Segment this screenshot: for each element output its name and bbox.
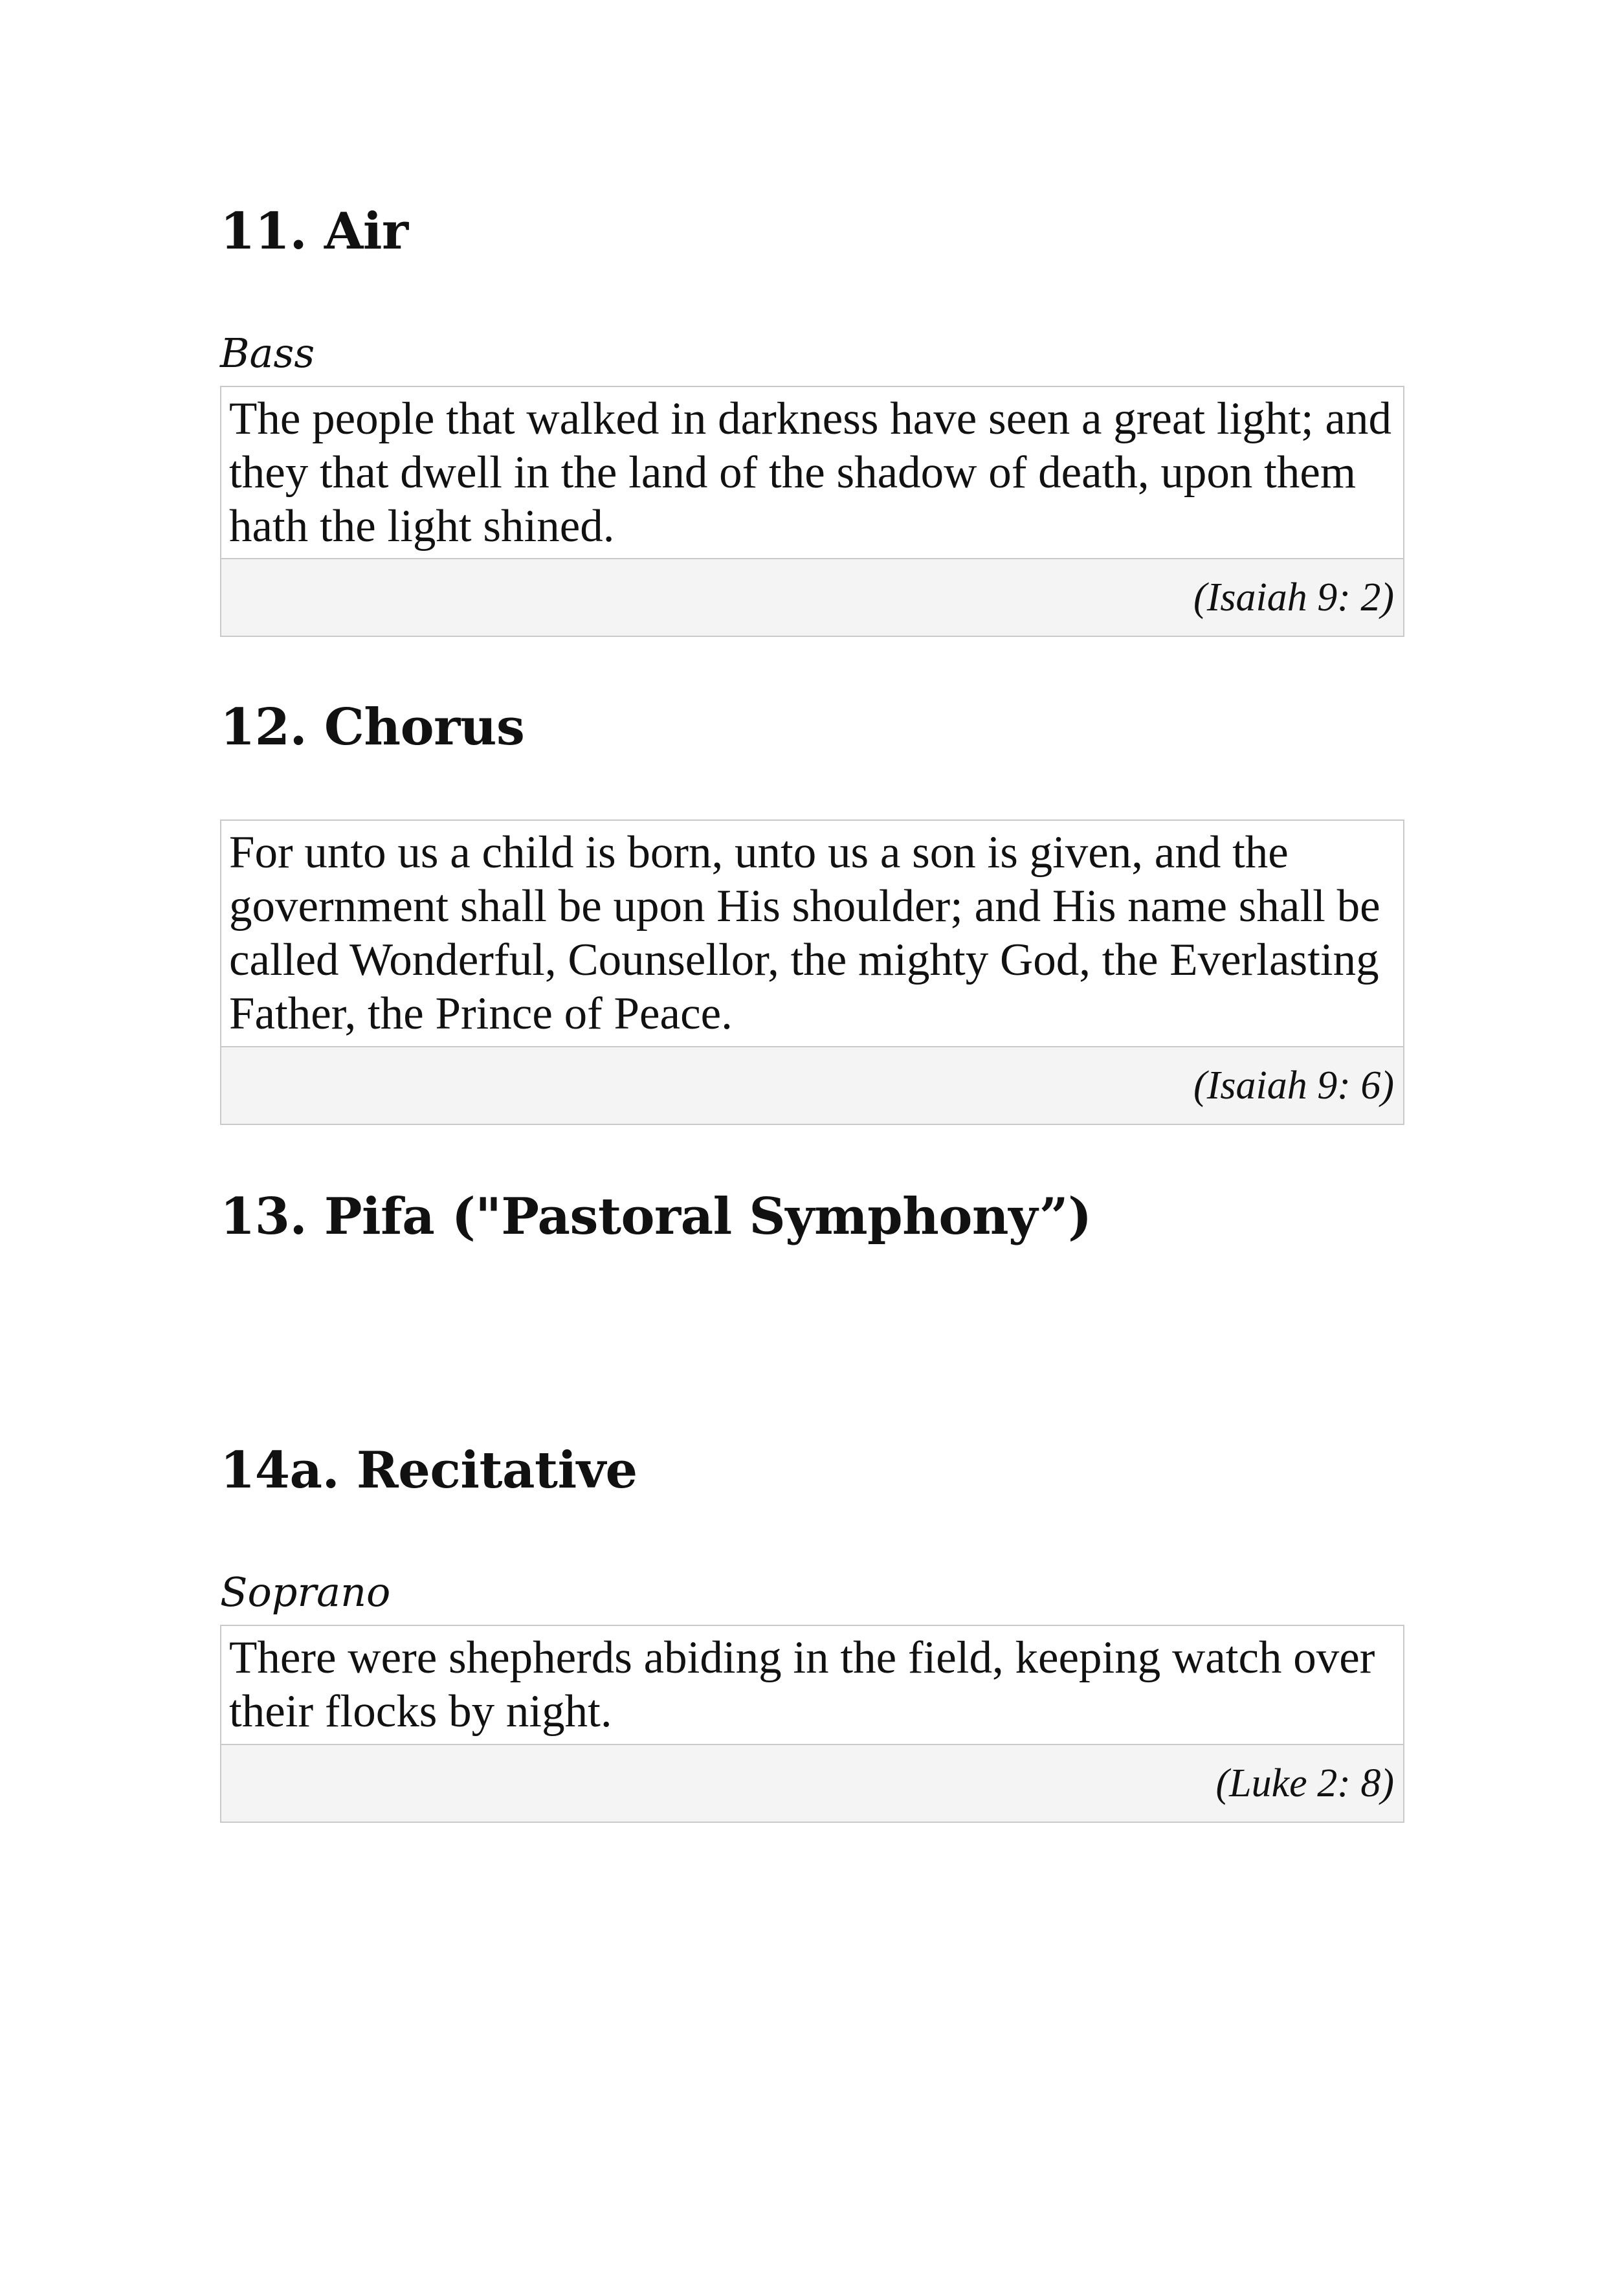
- scripture-reference: (Luke 2: 8): [221, 1745, 1403, 1822]
- lyrics-box: [220, 819, 1404, 1125]
- scripture-reference: (Isaiah 9: 6): [221, 1047, 1403, 1124]
- lyrics-text: For unto us a child is born, unto us a son is given, and the government shall be upon His shoulder; and His name shall be called Wonderful, Counsellor, the mighty God, the Everlasting Father, the Prince of Peace.: [221, 821, 1403, 1047]
- voice-label: Soprano: [220, 1568, 391, 1616]
- section-heading: 11. Air: [220, 202, 408, 261]
- lyrics-text: The people that walked in darkness have seen a great light; and they that dwell in the land of the shadow of death, upon them hath the light shined.: [221, 387, 1403, 559]
- section-heading: 12. Chorus: [220, 698, 525, 757]
- section-heading: 13. Pifa ("Pastoral Symphony”): [220, 1187, 1092, 1246]
- scripture-reference: (Isaiah 9: 2): [221, 559, 1403, 636]
- lyrics-box: [220, 386, 1404, 637]
- lyrics-box: [220, 1625, 1404, 1823]
- lyrics-text: There were shepherds abiding in the field, keeping watch over their flocks by night.: [221, 1626, 1403, 1745]
- voice-label: Bass: [220, 329, 315, 377]
- section-heading: 14a. Recitative: [220, 1441, 637, 1500]
